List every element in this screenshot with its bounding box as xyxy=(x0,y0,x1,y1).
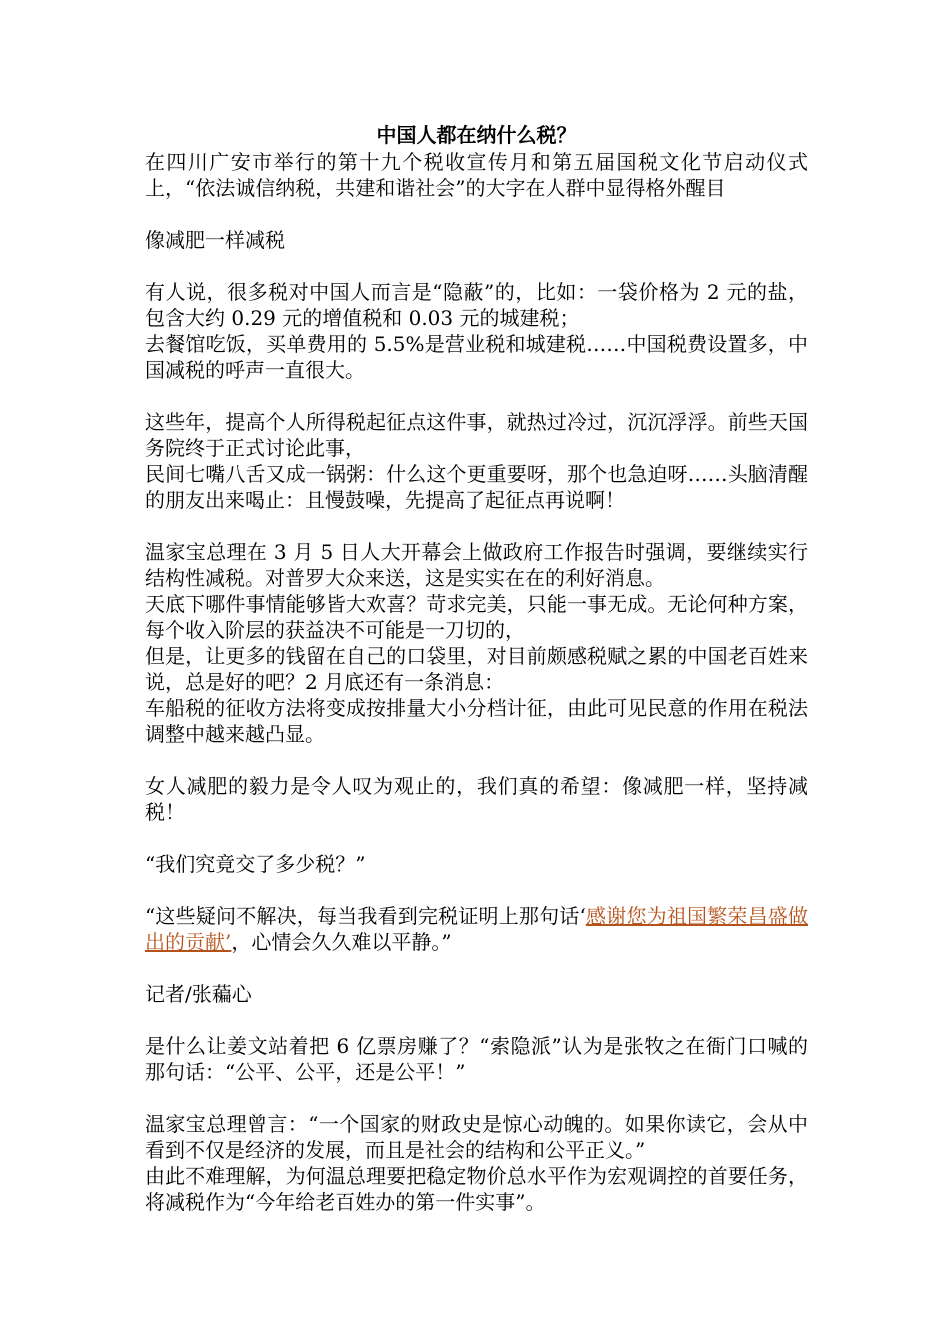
paragraph-line: 温家宝总理曾言：“一个国家的财政史是惊心动魄的。如果你读它，会从中看到不仅是经济的发展，而且是社会的结构和公平正义。” xyxy=(145,1112,808,1162)
section-heading-text: 像减肥一样减税 xyxy=(145,228,285,252)
paragraph-line: 车船税的征收方法将变成按排量大小分档计征，由此可见民意的作用在税法调整中越来越凸显。 xyxy=(145,696,808,746)
paragraph-fairness xyxy=(145,1033,808,1085)
paragraph-line: 这些年，提高个人所得税起征点这件事，就热过冷过，沉沉浮浮。前些天国务院终于正式讨论此事， xyxy=(145,410,808,460)
paragraph-intro xyxy=(145,149,808,201)
paragraph-income-tax-threshold xyxy=(145,409,808,513)
paragraph-line: 在四川广安市举行的第十九个税收宣传月和第五届国税文化节启动仪式上，“依法诚信纳税，共建和谐社会”的大字在人群中显得格外醒目 xyxy=(145,150,808,200)
paragraph-line: 温家宝总理在 3 月 5 日人大开幕会上做政府工作报告时强调，要继续实行结构性减税。对普罗大众来送，这是实实在在的利好消息。 xyxy=(145,540,808,590)
paragraph-fiscal-history xyxy=(145,1111,808,1215)
paragraph-question xyxy=(145,851,808,877)
paragraph-persist xyxy=(145,773,808,825)
byline: 记者/张藊心 xyxy=(145,982,252,1006)
paragraph-byline xyxy=(145,981,808,1007)
quote-link[interactable]: 感谢您为祖国繁荣昌盛做出的贡献’ xyxy=(145,904,808,954)
paragraph-line: 由此不难理解，为何温总理要把稳定物价总水平作为宏观调控的首要任务，将减税作为“今年给老百姓办的第一件实事”。 xyxy=(145,1164,808,1214)
paragraph-line: 天底下哪件事情能够皆大欢喜？苛求完美，只能一事无成。无论何种方案，每个收入阶层的获益决不可能是一刀切的， xyxy=(145,592,808,642)
document-title: 中国人都在纳什么税？ xyxy=(376,123,577,147)
paragraph-hidden-taxes xyxy=(145,279,808,383)
paragraph-line: 民间七嘴八舌又成一锅粥：什么这个更重要呀，那个也急迫呀……头脑清醒的朋友出来喝止：且慢鼓噪，先提高了起征点再说啊！ xyxy=(145,462,808,512)
paragraph-line: 但是，让更多的钱留在自己的口袋里，对目前颇感税赋之累的中国老百姓来说，总是好的吧？2 月底还有一条消息： xyxy=(145,644,808,694)
paragraph-line: 有人说，很多税对中国人而言是“隐蔽”的，比如：一袋价格为 2 元的盐，包含大约 0.29 元的增值税和 0.03 元的城建税； xyxy=(145,280,808,330)
paragraph-line: 去餐馆吃饭，买单费用的 5.5%是营业税和城建税……中国税费设置多，中国减税的呼声一直很大。 xyxy=(145,332,808,382)
quote-after: ，心情会久久难以平静。” xyxy=(231,930,452,954)
paragraph-structural-tax-cut xyxy=(145,539,808,747)
section-heading xyxy=(145,227,808,253)
paragraph-quote xyxy=(145,903,808,955)
document-page xyxy=(145,121,808,1215)
paragraph-line: 女人减肥的毅力是令人叹为观止的，我们真的希望：像减肥一样，坚持减税！ xyxy=(145,774,808,824)
paragraph-line: “我们究竟交了多少税？” xyxy=(145,852,366,876)
quote-before: “这些疑问不解决，每当我看到完税证明上那句话‘ xyxy=(145,904,586,928)
paragraph-line: 是什么让姜文站着把 6 亿票房赚了？“索隐派”认为是张牧之在衙门口喊的那句话：“公平、公平，还是公平！” xyxy=(145,1034,808,1084)
